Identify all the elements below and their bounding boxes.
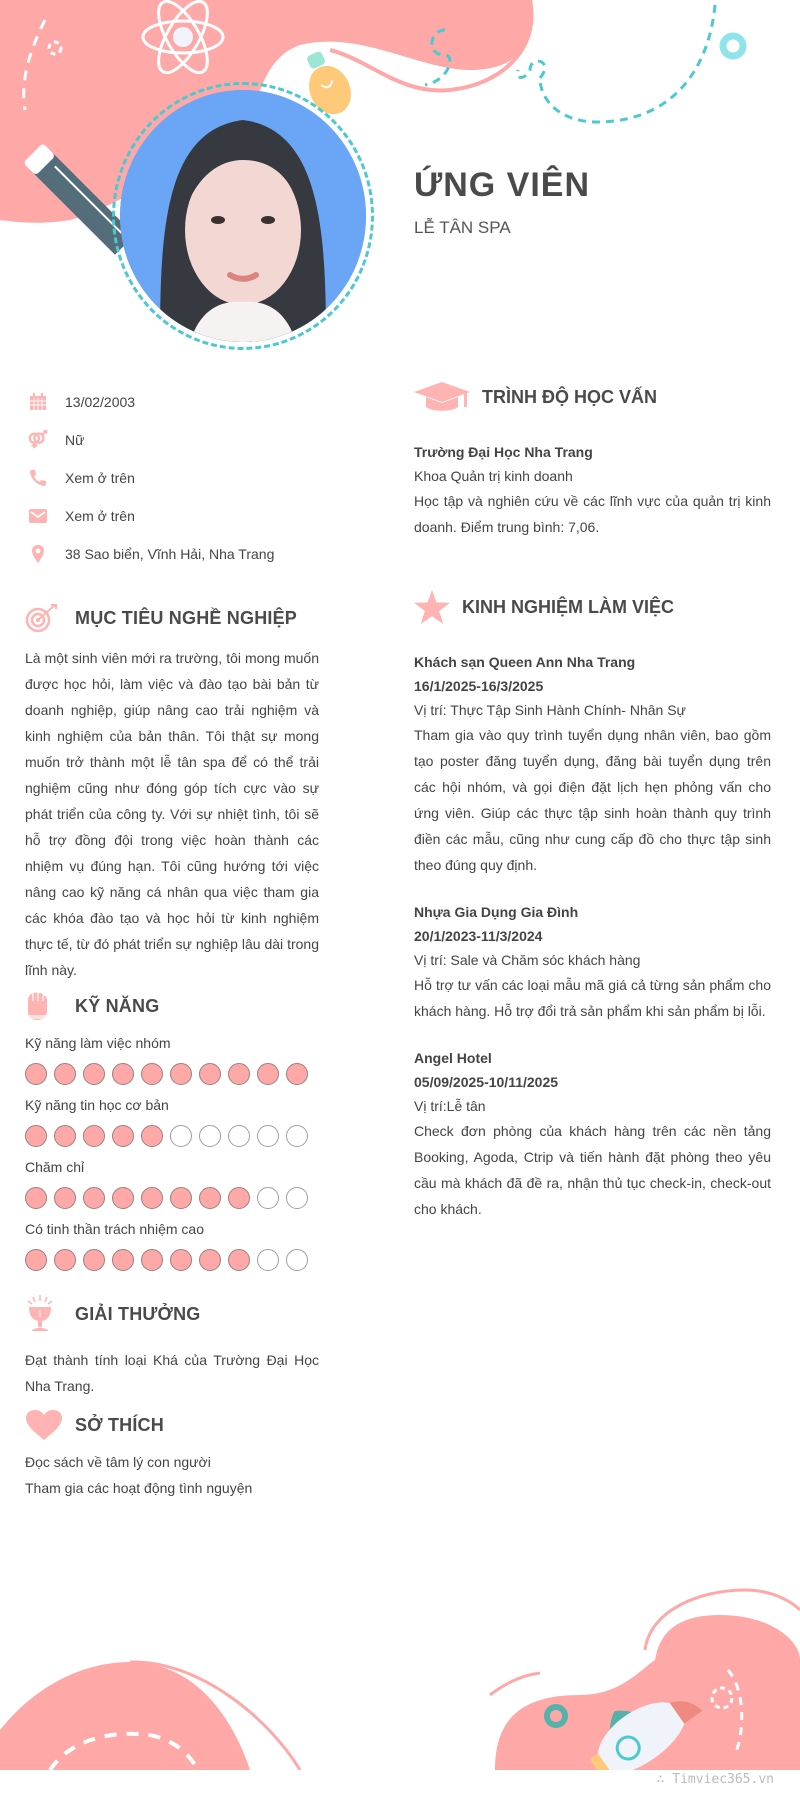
skill-rating — [25, 1249, 319, 1271]
objective-title: MỤC TIÊU NGHỀ NGHIỆP — [75, 607, 298, 628]
calendar-icon — [25, 392, 65, 412]
email-icon — [25, 506, 65, 526]
hobbies-title: SỞ THÍCH — [75, 1414, 164, 1435]
experience-item — [414, 900, 771, 1024]
skills-title: KỸ NĂNG — [75, 995, 160, 1016]
rating-dot-filled — [199, 1187, 221, 1209]
rating-dot-empty — [286, 1125, 308, 1147]
right-column — [414, 380, 771, 1244]
job-title: LỄ TÂN SPA — [414, 218, 511, 237]
rating-dot-filled — [25, 1125, 47, 1147]
rating-dot-filled — [25, 1187, 47, 1209]
rating-dot-filled — [54, 1125, 76, 1147]
rating-dot-filled — [257, 1063, 279, 1085]
experience-dates: 20/1/2023-11/3/2024 — [414, 928, 543, 944]
rating-dot-filled — [228, 1063, 250, 1085]
star-icon — [414, 590, 462, 624]
phone: Xem ở trên — [65, 470, 135, 486]
rating-dot-filled — [286, 1063, 308, 1085]
gender-icon — [25, 430, 65, 450]
rating-dot-filled — [112, 1187, 134, 1209]
rating-dot-empty — [286, 1187, 308, 1209]
footer-decoration — [0, 1570, 800, 1770]
target-icon — [25, 603, 75, 633]
rating-dot-empty — [199, 1125, 221, 1147]
left-column — [25, 383, 319, 1501]
graduation-cap-icon — [414, 380, 482, 414]
experience-item — [414, 650, 771, 878]
education-description: Học tập và nghiên cứu về các lĩnh vực của quản trị kinh doanh. Điểm trung bình: 7,06. — [414, 493, 771, 535]
experience-title: KINH NGHIỆM LÀM VIỆC — [462, 596, 675, 617]
rating-dot-filled — [199, 1249, 221, 1271]
hobbies-header — [25, 1409, 319, 1441]
rating-dot-filled — [25, 1063, 47, 1085]
skill-label: Kỹ năng làm việc nhóm — [25, 1035, 171, 1051]
rating-dot-filled — [199, 1063, 221, 1085]
contact-birthdate — [25, 383, 319, 421]
watermark: ∴ Timviec365.vn — [656, 1772, 774, 1787]
rating-dot-filled — [141, 1063, 163, 1085]
rating-dot-filled — [170, 1063, 192, 1085]
education-header — [414, 380, 771, 414]
experience-item — [414, 1046, 771, 1222]
hobby-item: Đọc sách về tâm lý con người — [25, 1454, 211, 1470]
rating-dot-filled — [141, 1125, 163, 1147]
objective-text: Là một sinh viên mới ra trường, tôi mong muốn được học hỏi, làm việc và đào tạo bài bản từ doanh nghiệp, giúp nâng cao trải nghiệm và kinh nghiệm của bản thân. Tôi thật sự mong muốn trở thành một lễ tân spa để có thể trải nghiệm cũng như đóng góp tích cực vào sự phát triển của công ty. Với sự nhiệt tình, tôi sẽ hỗ trợ đồng đội trong việc hoàn thành các nhiệm vụ đúng hạn. Tôi cũng hướng tới việc nâng cao kỹ năng cá nhân qua việc tham gia các khóa đào tạo và học hỏi từ kinh nghiệm thực tế, từ đó phát triển sự nghiệp lâu dài trong lĩnh này. — [25, 650, 319, 978]
candidate-name: ỨNG VIÊN — [414, 166, 591, 204]
experience-description: Check đơn phòng của khách hàng trên các nền tảng Booking, Agoda, Ctrip và tiến hành đặt phòng theo yêu cầu mà khách đã đề ra, nhận thủ tục check-in, check-out cho khách. — [414, 1123, 771, 1217]
experience-description: Tham gia vào quy trình tuyển dụng nhân viên, bao gồm tạo poster đăng tuyển dụng, đăng bài tuyển dụng trên các hội nhóm, và gọi điện đặt lịch hẹn phỏng vấn cho ứng viên. Giúp các thực tập sinh hoàn thành quy trình điền các mẫu, cũng như cung cấp đồ cho thực tập sinh theo đúng quy định. — [414, 727, 771, 873]
birthdate: 13/02/2003 — [65, 394, 136, 410]
contact-email — [25, 497, 319, 535]
rating-dot-filled — [112, 1125, 134, 1147]
skills-header — [25, 991, 319, 1021]
svg-text:1: 1 — [37, 1310, 43, 1319]
skill-label: Kỹ năng tin học cơ bản — [25, 1097, 169, 1113]
experience-description: Hỗ trợ tư vấn các loại mẫu mã giá cả từng sản phẩm cho khách hàng. Hỗ trợ đổi trả sản phẩm khi sản phẩm bị lỗi. — [414, 977, 771, 1019]
profile-photo — [112, 82, 374, 350]
education-title: TRÌNH ĐỘ HỌC VẤN — [482, 386, 657, 407]
skill-rating — [25, 1125, 319, 1147]
location-pin-icon — [25, 544, 65, 564]
contact-address — [25, 535, 319, 573]
rating-dot-filled — [170, 1249, 192, 1271]
awards-text: Đạt thành tính loại Khá của Trường Đại Học Nha Trang. — [25, 1352, 319, 1394]
rating-dot-empty — [257, 1187, 279, 1209]
skill-rating — [25, 1187, 319, 1209]
rating-dot-empty — [257, 1249, 279, 1271]
contact-list — [25, 383, 319, 573]
rating-dot-filled — [141, 1187, 163, 1209]
skills-list — [25, 1033, 319, 1271]
contact-gender — [25, 421, 319, 459]
education-faculty: Khoa Quản trị kinh doanh — [414, 468, 573, 484]
skill-label: Có tinh thần trách nhiệm cao — [25, 1221, 204, 1237]
heart-icon — [25, 1409, 75, 1441]
rating-dot-filled — [141, 1249, 163, 1271]
awards-header — [25, 1293, 319, 1335]
experience-company: Nhựa Gia Dụng Gia Đình — [414, 904, 579, 920]
rating-dot-filled — [112, 1249, 134, 1271]
rating-dot-filled — [170, 1187, 192, 1209]
experience-dates: 16/1/2025-16/3/2025 — [414, 678, 544, 694]
rating-dot-empty — [228, 1125, 250, 1147]
rating-dot-filled — [228, 1249, 250, 1271]
awards-title: GIẢI THƯỞNG — [75, 1303, 201, 1324]
experience-company: Angel Hotel — [414, 1050, 492, 1066]
rating-dot-filled — [54, 1063, 76, 1085]
address: 38 Sao biển, Vĩnh Hải, Nha Trang — [65, 546, 275, 562]
skill-rating — [25, 1063, 319, 1085]
contact-phone — [25, 459, 319, 497]
experience-company: Khách sạn Queen Ann Nha Trang — [414, 654, 636, 670]
rating-dot-filled — [83, 1125, 105, 1147]
objective-header — [25, 603, 319, 633]
education-school: Trường Đại Học Nha Trang — [414, 444, 593, 460]
experience-header — [414, 590, 771, 624]
rating-dot-empty — [257, 1125, 279, 1147]
rating-dot-empty — [170, 1125, 192, 1147]
rating-dot-filled — [54, 1249, 76, 1271]
phone-icon — [25, 468, 65, 488]
rating-dot-filled — [54, 1187, 76, 1209]
rating-dot-filled — [228, 1187, 250, 1209]
experience-position: Vị trí: Thực Tập Sinh Hành Chính- Nhân Sự — [414, 702, 686, 718]
rating-dot-filled — [112, 1063, 134, 1085]
email: Xem ở trên — [65, 508, 135, 524]
avatar — [120, 90, 366, 342]
skill-label: Chăm chỉ — [25, 1159, 85, 1175]
rating-dot-filled — [83, 1249, 105, 1271]
trophy-icon — [25, 1293, 75, 1335]
experience-position: Vị trí: Sale và Chăm sóc khách hàng — [414, 952, 641, 968]
rating-dot-empty — [286, 1249, 308, 1271]
rating-dot-filled — [83, 1063, 105, 1085]
rating-dot-filled — [25, 1249, 47, 1271]
rating-dot-filled — [83, 1187, 105, 1209]
experience-dates: 05/09/2025-10/11/2025 — [414, 1074, 559, 1090]
gender: Nữ — [65, 432, 85, 448]
experience-position: Vị trí:Lễ tân — [414, 1098, 486, 1114]
hobby-item: Tham gia các hoạt động tình nguyện — [25, 1480, 253, 1496]
hand-icon — [25, 991, 75, 1021]
